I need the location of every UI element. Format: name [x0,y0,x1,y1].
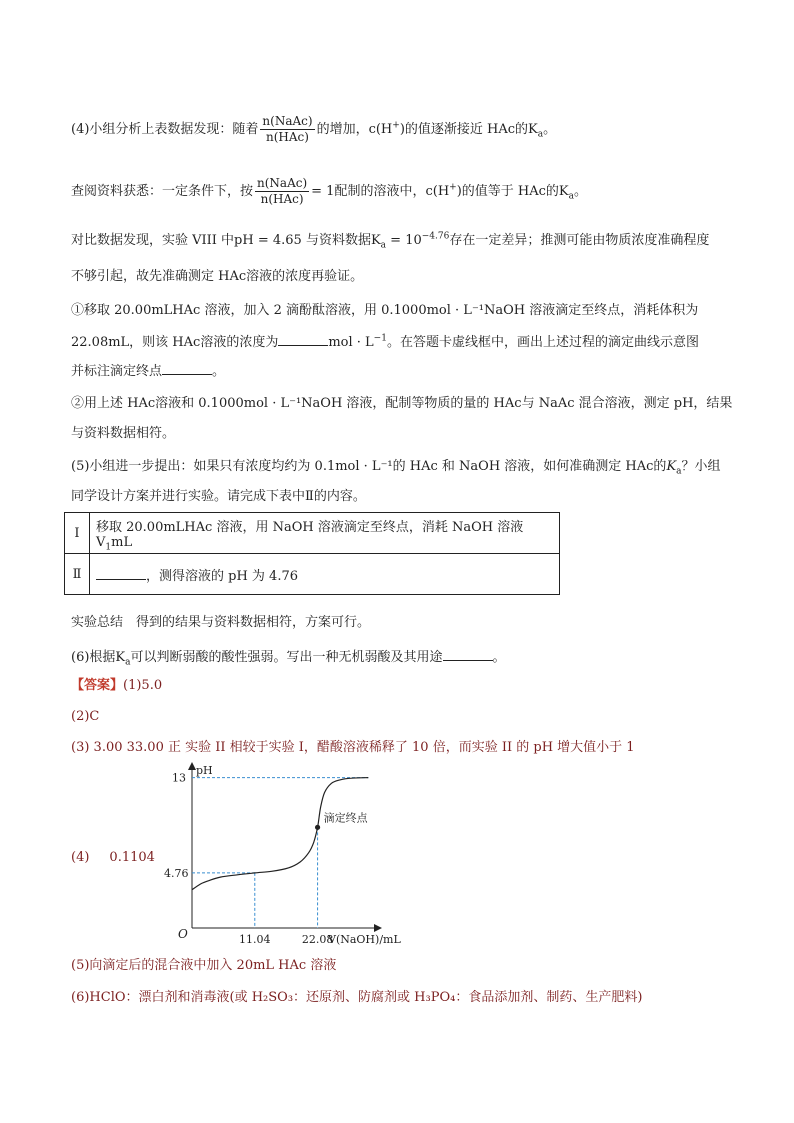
q4-line-7: 并标注滴定终点 。 [71,360,225,381]
summary-line: 实验总结 得到的结果与资料数据相符，方案可行。 [71,615,371,630]
fraction-naac-hac-2: $\frac{\text{n(NaAc)}}{\text{n(HAc)}}$ [257,176,308,206]
q4-line-4: 不够引起，故先准确测定 HAc溶液的浓度再验证。 [71,269,364,284]
row-content: 移取 20.00mLHAc 溶液，用 NaOH 溶液滴定至终点，消耗 NaOH 溶液 $V_1mL$ [90,513,560,554]
y-axis-label: pH [196,764,213,777]
answer-blank [443,646,493,661]
endpoint-label: 滴定终点 [323,811,368,825]
q5-line-1: (5)小组进一步提出：如果只有浓度均约为 0.1mol · L⁻¹的 HAc 和 NaOH 溶液，如何准确测定 HAc的$K_a$？小组 [71,459,721,477]
titration-chart [164,760,408,950]
table-row [65,554,560,595]
q4-line-1: (4)小组分析上表数据发现：随着 $\frac{\text{n(NaAc)}}{\text{n(HAc)}}$ 的增加，c(H+)的值逐渐接近 HAc的$K_a$。 [71,114,557,144]
answer-line-4: (4) 0.1104 [71,850,155,865]
experiment-table [64,512,560,595]
q4-line-6: 22.08mL，则该 HAc溶液的浓度为 mol · $L^{-1}$。在答题卡虚线框中，画出上述过程的滴定曲线示意图 [71,331,699,352]
answer-label: 【答案】 [71,678,124,693]
answer-line-2: (2)C [71,709,100,724]
q4-line-3: 对比数据发现，实验 VIII 中pH = 4.65 与资料数据$K_a = 10^{-4.76}$存在一定差异；推测可能由物质浓度准确程度 [71,231,710,251]
row-content: ，测得溶液的 pH 为 4.76 [90,554,560,595]
q6-line: (6)根据$K_a$可以判断弱酸的酸性强弱。写出一种无机弱酸及其用途 。 [71,646,506,667]
x-tick-11-04: 11.04 [239,933,271,946]
row-index: Ⅰ [65,513,90,554]
x-axis-label: V(NaOH)/mL [328,933,401,946]
q4-line-9: 与资料数据相符。 [71,426,176,441]
fraction-naac-hac: $\frac{\text{n(NaAc)}}{\text{n(HAc)}}$ [262,114,313,144]
row-index: Ⅱ [65,554,90,595]
table-row [65,513,560,554]
endpoint-marker [315,825,320,830]
q4-line-2: 查阅资料获悉：一定条件下，按 $\frac{\text{n(NaAc)}}{\text{n(HAc)}}$ = 1配制的溶液中，c(H+)的值等于 HAc的$K_a$。 [71,176,588,206]
q5-line-2: 同学设计方案并进行实验。请完成下表中Ⅱ的内容。 [71,489,366,504]
answer-line-6: (6)HClO：漂白剂和消毒液(或 H₂SO₃：还原剂、防腐剂或 H₃PO₄：食品添加剂、制药、生产肥料) [71,990,643,1005]
q4-line-8: ②用上述 HAc溶液和 0.1000mol · L⁻¹NaOH 溶液，配制等物质的量的 HAc与 NaAc 混合溶液，测定 pH，结果 [71,396,733,411]
y-tick-4-76: 4.76 [164,866,189,880]
answer-line-5: (5)向滴定后的混合液中加入 20mL HAc 溶液 [71,958,337,973]
x-tick-22-08: 22.08 [301,933,334,946]
y-tick-13: 13 [172,771,186,785]
q4-line-5: ①移取 20.00mLHAc 溶液，加入 2 滴酚酞溶液，用 0.1000mol · L⁻¹NaOH 溶液滴定至终点，消耗体积为 [71,303,699,318]
answer-blank [96,565,146,580]
answer-line-3: (3) 3.00 33.00 正 实验 II 相较于实验 I，醋酸溶液稀释了 10 倍，而实验 II 的 pH 增大值小于 1 [71,740,635,755]
answer-blank [162,360,212,375]
answer-line-1: 【答案】(1)5.0 [71,678,163,693]
origin-label: O [178,927,188,941]
answer-blank [278,331,328,346]
